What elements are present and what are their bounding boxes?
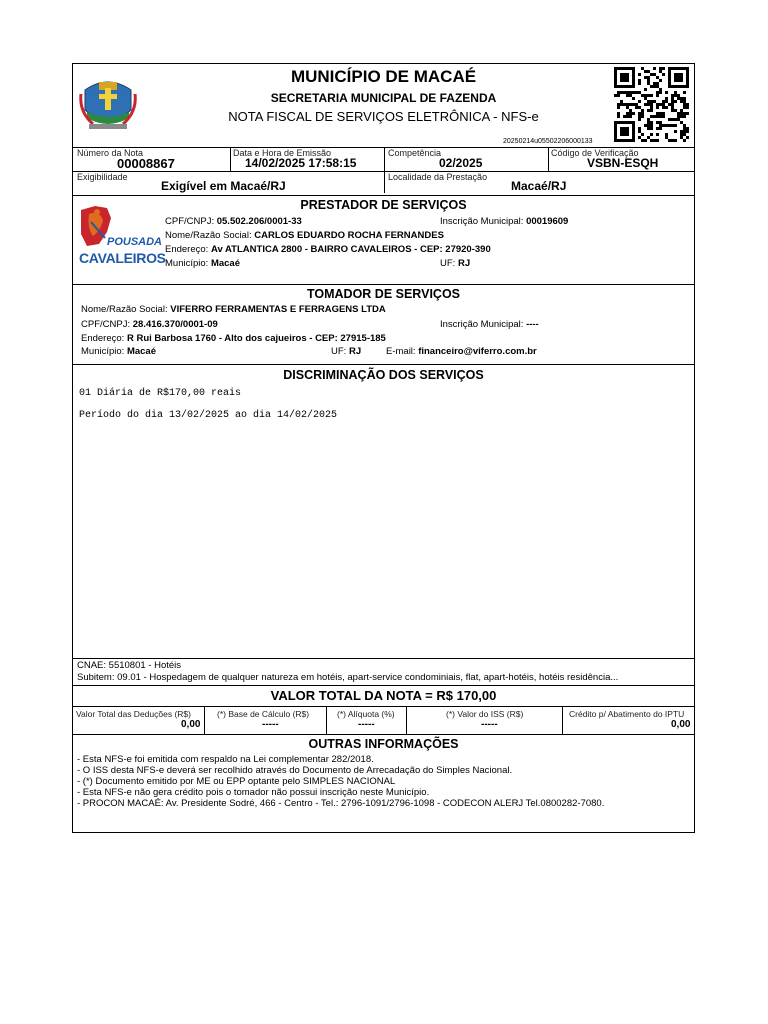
outras-divider <box>73 734 694 735</box>
outras-line: - Esta NFS-e não gera crédito pois o tomador não possui inscrição neste Município. <box>77 787 430 798</box>
exigibilidade-value: Exigível em Macaé/RJ <box>161 179 286 193</box>
tomador-divider <box>73 284 694 285</box>
divider <box>230 147 231 171</box>
divider <box>562 706 563 734</box>
prestador-title: PRESTADOR DE SERVIÇOS <box>300 198 467 212</box>
outras-line: - Esta NFS-e foi emitida com respaldo na Lei complementar 282/2018. <box>77 754 374 765</box>
tomador-im-label: Inscrição Municipal: <box>440 319 524 330</box>
cnae-divider <box>73 658 694 659</box>
discriminacao-divider <box>73 364 694 365</box>
tomador-email-line <box>386 346 537 357</box>
discriminacao-line-1: 01 Diária de R$170,00 reais <box>79 388 242 399</box>
subitem-text: Subitem: 09.01 - Hospedagem de qualquer natureza em hotéis, apart-service condominiais, flat, apart-hotéis, hotéis residência... <box>77 672 619 683</box>
prestador-im-label: Inscrição Municipal: <box>440 216 524 227</box>
discriminacao-line-2: Período do dia 13/02/2025 ao dia 14/02/2025 <box>79 410 338 421</box>
qr-code <box>611 66 693 142</box>
prestador-cpf-label: CPF/CNPJ: <box>165 216 215 227</box>
data-value: 14/02/2025 17:58:15 <box>245 156 357 170</box>
qr-code-text: 20250214u05502206000133 <box>503 138 593 145</box>
prestador-im-line <box>440 216 568 227</box>
prestador-municipio-label: Município: <box>165 258 209 269</box>
tomador-endereco-value: R Rui Barbosa 1760 - Alto dos cajueiros - CEP: 27915-185 <box>126 333 386 344</box>
base-value: ----- <box>262 719 279 730</box>
pousada-logo <box>77 204 166 268</box>
prestador-endereco-label: Endereço: <box>165 244 209 255</box>
prestador-nome-value: CARLOS EDUARDO ROCHA FERNANDES <box>254 230 444 241</box>
outras-title: OUTRAS INFORMAÇÕES <box>308 737 459 751</box>
aliquota-label: (*) Alíquota (%) <box>337 709 395 719</box>
outras-line: - O ISS desta NFS-e deverá ser recolhido através do Documento de Arrecadação do Simples Nacional. <box>77 765 513 776</box>
tomador-im-value: ---- <box>526 319 539 330</box>
competencia-value: 02/2025 <box>439 156 483 170</box>
pousada-logo-line2: CAVALEIROS <box>79 250 166 266</box>
outras-line: - (*) Documento emitido por ME ou EPP optante pelo SIMPLES NACIONAL <box>77 776 396 787</box>
iss-label: (*) Valor do ISS (R$) <box>446 709 524 719</box>
tomador-email-label: E-mail: <box>386 346 416 357</box>
prestador-municipio-line <box>165 258 240 269</box>
tomador-nome-value: VIFERRO FERRAMENTAS E FERRAGENS LTDA <box>170 304 386 315</box>
tomador-uf-line <box>331 346 361 357</box>
codigo-value: VSBN-ESQH <box>587 156 659 170</box>
tomador-cpf-line <box>81 319 218 330</box>
nfse-document <box>72 63 695 833</box>
numero-value: 00008867 <box>117 156 175 171</box>
nota-titulo: NOTA FISCAL DE SERVIÇOS ELETRÔNICA - NFS-e <box>228 109 539 124</box>
tomador-title: TOMADOR DE SERVIÇOS <box>306 287 461 301</box>
tomador-cpf-value: 28.416.370/0001-09 <box>132 319 218 330</box>
prestador-cpf-value: 05.502.206/0001-33 <box>216 216 302 227</box>
localidade-value: Macaé/RJ <box>511 179 567 193</box>
tomador-uf-label: UF: <box>331 346 347 357</box>
qr-code-icon <box>611 66 693 142</box>
valor-total: VALOR TOTAL DA NOTA = R$ 170,00 <box>270 688 497 703</box>
tomador-municipio-value: Macaé <box>126 346 157 357</box>
numero-label: Número da Nota <box>77 148 144 158</box>
tomador-nome-line <box>81 304 386 315</box>
impostos-divider <box>73 706 694 707</box>
codigo-label: Código de Verificação <box>551 148 639 158</box>
iptu-value: 0,00 <box>671 719 691 730</box>
exigibilidade-label: Exigibilidade <box>77 172 128 182</box>
prestador-uf-line <box>440 258 470 269</box>
divider <box>326 706 327 734</box>
tomador-municipio-line <box>81 346 156 357</box>
secretaria-title: SECRETARIA MUNICIPAL DE FAZENDA <box>270 91 497 105</box>
data-label: Data e Hora de Emissão <box>233 148 332 158</box>
divider <box>406 706 407 734</box>
tomador-endereco-line <box>81 333 386 344</box>
deducoes-value: 0,00 <box>181 719 201 730</box>
discriminacao-title: DISCRIMINAÇÃO DOS SERVIÇOS <box>283 368 484 382</box>
iptu-label: Crédito p/ Abatimento do IPTU <box>569 709 685 719</box>
divider <box>204 706 205 734</box>
outras-line: - PROCON MACAÉ: Av. Presidente Sodré, 466 - Centro - Tel.: 2796-1091/2796-1098 - CODECON ALERJ Tel.0800282-7080. <box>77 798 605 809</box>
municipio-title: MUNICÍPIO DE MACAÉ <box>290 67 477 86</box>
prestador-cpf-line <box>165 216 302 227</box>
prestador-uf-value: RJ <box>457 258 471 269</box>
prestador-endereco-value: Av ATLANTICA 2800 - BAIRRO CAVALEIROS - CEP: 27920-390 <box>210 244 491 255</box>
localidade-label: Localidade da Prestação <box>388 172 488 182</box>
base-label: (*) Base de Cálculo (R$) <box>217 709 310 719</box>
prestador-municipio-value: Macaé <box>210 258 241 269</box>
tomador-endereco-label: Endereço: <box>81 333 125 344</box>
deducoes-label: Valor Total das Deduções (R$) <box>76 709 191 719</box>
tomador-municipio-label: Município: <box>81 346 125 357</box>
total-divider <box>73 685 694 686</box>
prestador-uf-label: UF: <box>440 258 456 269</box>
tomador-cpf-label: CPF/CNPJ: <box>81 319 131 330</box>
tomador-im-line <box>440 319 539 330</box>
cnae-text: CNAE: 5510801 - Hotéis <box>77 660 182 671</box>
info-row-divider <box>73 171 694 172</box>
prestador-endereco-line <box>165 244 491 255</box>
divider <box>384 147 385 193</box>
competencia-label: Competência <box>388 148 442 158</box>
iss-value: ----- <box>481 719 498 730</box>
tomador-nome-label: Nome/Razão Social: <box>81 304 168 315</box>
tomador-email-value: financeiro@viferro.com.br <box>418 346 537 357</box>
prestador-divider <box>73 195 694 196</box>
pousada-logo-line1: POUSADA <box>107 236 163 248</box>
divider <box>548 147 549 171</box>
prestador-im-value: 00019609 <box>526 216 569 227</box>
prestador-nome-label: Nome/Razão Social: <box>165 230 252 241</box>
tomador-uf-value: RJ <box>348 346 362 357</box>
prestador-nome-line <box>165 230 444 241</box>
aliquota-value: ----- <box>358 719 375 730</box>
